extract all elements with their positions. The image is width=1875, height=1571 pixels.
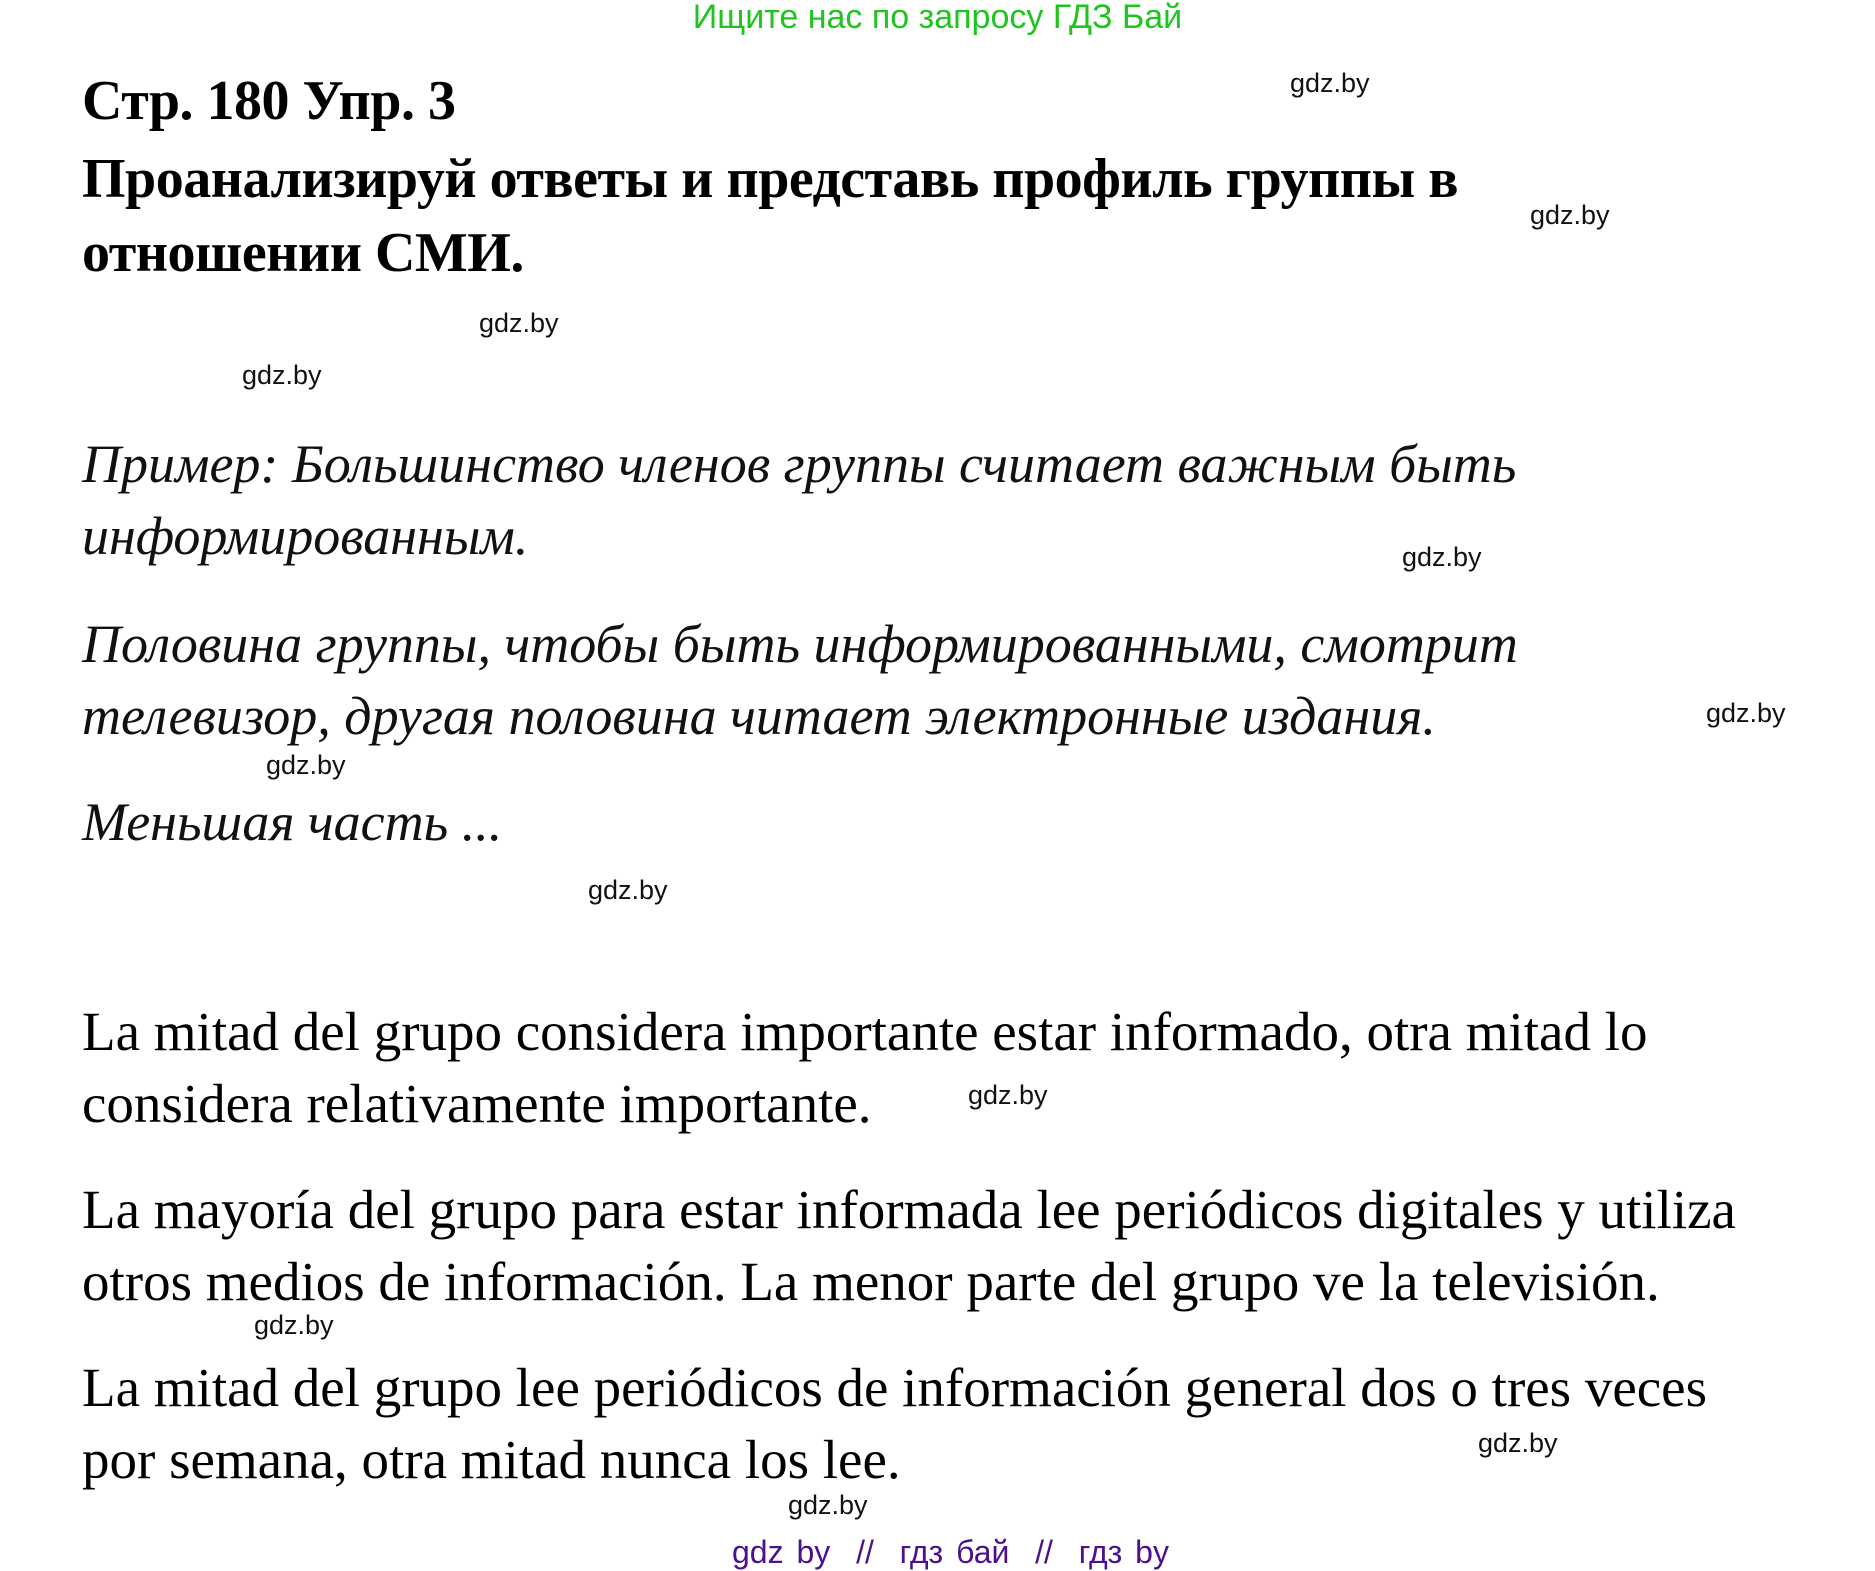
watermark: gdz.by [1478,1428,1558,1458]
example-line: телевизор, другая половина читает электронные издания. [82,686,1436,746]
search-banner: Ищите нас по запросу ГДЗ Бай [692,0,1183,36]
watermark: gdz.by [788,1490,868,1520]
answer-line: considera relativamente importante. [82,1073,872,1134]
watermark: gdz.by [266,750,346,780]
answer-line: La mitad del grupo considera importante estar informado, otra mitad lo [82,1001,1648,1062]
answer-line: La mitad del grupo lee periódicos de información general dos o tres veces [82,1357,1707,1418]
watermark: gdz.by [242,360,322,390]
watermark: gdz.by [1402,542,1482,572]
answer-line: por semana, otra mitad nunca los lee. [82,1429,901,1490]
example-line: Половина группы, чтобы быть информированными, смотрит [82,614,1518,674]
answer-line: otros medios de información. La menor parte del grupo ve la televisión. [82,1251,1660,1312]
example-line: информированным. [82,506,529,566]
watermark: gdz.by [588,875,668,905]
watermark: gdz.by [1530,200,1610,230]
footer-watermark: gdz by // гдз бай // гдз by [732,1534,1169,1570]
watermark: gdz.by [1706,698,1786,728]
page-title: Стр. 180 Упр. 3 [82,70,456,132]
watermark: gdz.by [1290,68,1370,98]
watermark: gdz.by [968,1080,1048,1110]
answer-line: La mayoría del grupo para estar informada lee periódicos digitales y utiliza [82,1179,1736,1240]
task-text-line2: отношении СМИ. [82,222,524,284]
task-text-line1: Проанализируй ответы и представь профиль группы в [82,148,1458,210]
watermark: gdz.by [254,1310,334,1340]
example-line: Меньшая часть ... [82,792,503,852]
watermark: gdz.by [479,308,559,338]
example-line: Пример: Большинство членов группы считает важным быть [82,434,1517,494]
